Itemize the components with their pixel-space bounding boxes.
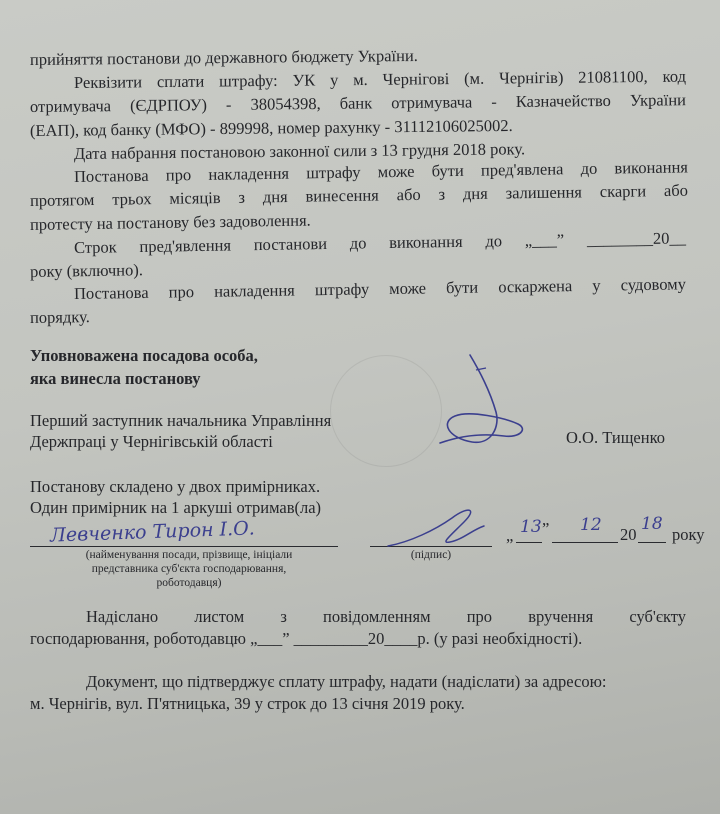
text-line-2: Реквізити сплати штрафу: УК у м. Чернігові (м. Чернігів) 21081100, код	[73, 66, 687, 92]
text-line-5: Дата набрання постановою законної сили з 13 грудня 2018 року.	[73, 139, 526, 163]
text-line-1: прийняття постанови до державного бюджету України.	[29, 45, 418, 69]
sent-line-1: Надіслано листом з повідомленням про вручення суб'єкту	[86, 607, 686, 626]
text-line-3: отримувача (ЄДРПОУ) - 38054398, банк отримувача - Казначейство України	[29, 90, 687, 116]
copies-line-1: Постанову складено у двох примірниках.	[30, 477, 321, 496]
signer-name: О.О. Тищенко	[566, 428, 665, 447]
receiver-caption-1: (найменування посади, прізвище, ініціали	[85, 549, 293, 561]
text-line-10: року (включно).	[29, 260, 144, 281]
official-signature	[400, 350, 550, 460]
position-line-2: Держпраці у Чернігівській області	[30, 432, 273, 451]
date-month: 12	[580, 515, 602, 535]
date-day: 13	[520, 517, 542, 537]
text-line-12: порядку.	[29, 307, 90, 327]
document-line-1: Документ, що підтверджує сплату штрафу, надати (надіслати) за адресою:	[86, 672, 607, 691]
document-line-2: м. Чернігів, вул. П'ятницька, 39 у строк до 13 січня 2019 року.	[30, 694, 465, 713]
receiver-caption-3: роботодавця)	[156, 577, 222, 589]
date-year-underline	[638, 542, 666, 543]
date-word: року	[672, 525, 705, 544]
text-line-8: протесту на постанову без задоволення.	[29, 210, 311, 234]
date-year-prefix: 20	[620, 525, 637, 544]
signature-caption: (підпис)	[410, 549, 452, 561]
date-month-underline	[552, 542, 618, 543]
authority-title-2: яка винесла постанову	[30, 369, 201, 388]
text-line-9: Строк пред'явлення постанови до виконання до „___” ________20__	[73, 228, 687, 257]
text-line-11: Постанова про накладення штрафу може бути оскаржена у судовому	[73, 274, 687, 303]
date-day-underline	[516, 542, 542, 543]
receiver-name-underline	[30, 546, 338, 547]
date-open-quote: „	[506, 526, 514, 545]
receiver-handwritten-name: Левченко Тирон І.О.	[49, 517, 256, 547]
receiver-caption-2: представника суб'єкта господарювання,	[91, 563, 287, 575]
authority-title-1: Уповноважена посадова особа,	[30, 346, 258, 365]
position-line-1: Перший заступник начальника Управління	[30, 411, 332, 430]
text-line-4: (ЕАП), код банку (МФО) - 899998, номер рахунку - 31112106025002.	[29, 115, 513, 140]
sent-line-2: господарювання, роботодавцю „___” _________20____р. (у разі необхідності).	[30, 629, 583, 648]
date-close-quote: ”	[542, 519, 550, 538]
date-year-suffix: 18	[641, 514, 663, 534]
copies-line-2: Один примірник на 1 аркуші отримав(ла)	[30, 498, 322, 517]
text-line-6: Постанова про накладення штрафу може бути пред'явлена до виконання	[73, 157, 689, 186]
text-line-7: протягом трьох місяців з дня винесення або з дня залишення скарги або	[29, 180, 689, 210]
receiver-signature	[380, 500, 490, 555]
